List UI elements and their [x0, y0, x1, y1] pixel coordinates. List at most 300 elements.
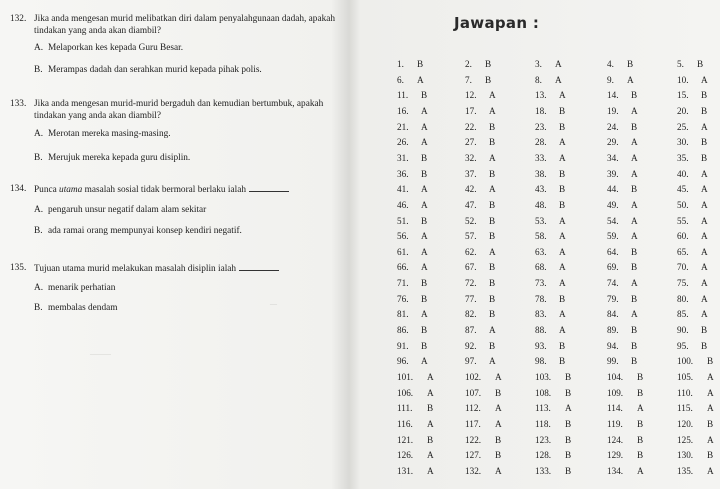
answer-key-entry	[535, 90, 566, 101]
answer-number: 68.	[535, 262, 547, 273]
answer-number: 96.	[397, 356, 409, 367]
answer-letter: A	[631, 168, 638, 179]
answer-number: 5.	[677, 59, 684, 69]
answer-key-entry	[607, 341, 637, 352]
answer-letter: B	[637, 418, 644, 429]
answer-key-entry	[607, 294, 637, 305]
answer-key-entry	[607, 309, 638, 320]
answer-number: 127.	[465, 450, 482, 461]
answer-number: 76.	[397, 293, 409, 304]
answer-key-entry	[535, 388, 571, 399]
answer-number: 113.	[535, 403, 551, 414]
answer-key-entry	[465, 356, 496, 367]
answer-letter: A	[427, 387, 434, 398]
answer-letter: A	[631, 215, 638, 226]
answer-letter: B	[559, 293, 566, 304]
answer-key-entry	[677, 106, 707, 117]
answer-key-entry	[535, 75, 562, 86]
answer-letter: A	[559, 231, 566, 242]
answer-key-entry	[397, 466, 434, 477]
answer-number: 51.	[397, 215, 409, 226]
answer-letter: A	[489, 90, 496, 101]
answer-number: 36.	[397, 168, 409, 179]
answer-number: 33.	[535, 152, 547, 163]
answer-number: 116.	[397, 418, 413, 429]
question-133	[10, 98, 340, 164]
answer-key-entry	[465, 75, 491, 86]
answer-key-entry	[465, 372, 502, 383]
answer-letter: B	[489, 262, 496, 273]
answer-key-entry	[677, 200, 708, 211]
answer-number: 91.	[397, 340, 409, 351]
answer-key-entry	[677, 262, 708, 273]
answer-letter: A	[495, 465, 502, 476]
answer-number: 27.	[465, 137, 477, 148]
answer-letter: A	[631, 152, 638, 163]
answer-key-entry	[535, 122, 565, 133]
answer-key-entry	[397, 403, 433, 414]
answer-letter: B	[559, 121, 566, 132]
answer-letter: A	[421, 121, 428, 132]
answer-key-entry	[607, 59, 633, 70]
answer-number: 10.	[677, 74, 689, 85]
answer-number: 42.	[465, 184, 477, 195]
questions-column	[0, 0, 350, 489]
answer-number: 65.	[677, 246, 689, 257]
answer-number: 30.	[677, 137, 689, 148]
answer-number: 41.	[397, 184, 409, 195]
answer-number: 104.	[607, 372, 624, 382]
answer-letter: A	[427, 450, 434, 461]
answer-key-entry	[607, 90, 637, 101]
answer-letter: B	[559, 184, 566, 195]
answer-number: 107.	[465, 387, 482, 398]
answer-key-entry	[397, 184, 428, 195]
question-134	[10, 183, 340, 237]
answer-number: 71.	[397, 278, 409, 289]
answer-number: 2.	[465, 59, 472, 69]
answer-key-entry	[465, 122, 495, 133]
question-132	[10, 13, 340, 76]
answer-key-entry	[535, 184, 565, 195]
answer-key-entry	[465, 309, 495, 320]
answer-letter: B	[631, 293, 638, 304]
answer-letter: A	[489, 246, 496, 257]
answer-number: 39.	[607, 168, 619, 179]
answer-key-entry	[465, 106, 496, 117]
answer-key-entry	[397, 262, 428, 273]
option-a	[34, 204, 340, 216]
answer-number: 110.	[677, 387, 693, 398]
answer-key-title: Jawapan :	[454, 14, 540, 32]
answer-key-entry	[397, 294, 427, 305]
answer-letter: A	[701, 121, 708, 132]
answer-number: 18.	[535, 105, 547, 116]
answer-number: 60.	[677, 231, 689, 242]
option-text: Merampas dadah dan serahkan murid kepada pihak polis.	[48, 65, 262, 75]
answer-key-entry	[465, 90, 496, 101]
answer-letter: B	[637, 434, 644, 445]
answer-number: 14.	[607, 90, 619, 101]
answer-number: 34.	[607, 152, 619, 163]
answer-key-entry	[677, 278, 708, 289]
option-a	[34, 282, 340, 294]
answer-letter: B	[495, 450, 502, 461]
answer-key-entry	[677, 325, 707, 336]
answer-number: 73.	[535, 278, 547, 289]
answer-number: 100.	[677, 356, 694, 367]
answer-letter: B	[707, 450, 714, 461]
answer-key-entry	[607, 216, 638, 227]
answer-letter: A	[421, 231, 428, 242]
answer-key-entry	[465, 184, 496, 195]
answer-letter: B	[421, 340, 428, 351]
answer-number: 9.	[607, 74, 614, 85]
answer-number: 114.	[607, 403, 623, 414]
option-text: membalas dendam	[48, 303, 118, 313]
answer-number: 131.	[397, 465, 414, 476]
question-text	[34, 262, 340, 275]
answer-letter: A	[559, 137, 566, 148]
answer-key-entry	[397, 75, 424, 86]
answer-number: 111.	[397, 403, 413, 414]
answer-key-entry	[465, 341, 495, 352]
answer-number: 135.	[677, 465, 694, 476]
option-letter: B.	[34, 65, 43, 75]
answer-number: 57.	[465, 231, 477, 242]
answer-letter: A	[421, 199, 428, 210]
answer-number: 84.	[607, 309, 619, 320]
answer-letter: B	[565, 418, 572, 429]
answer-key-entry	[535, 403, 572, 414]
answer-key-entry	[607, 419, 643, 430]
answer-number: 93.	[535, 340, 547, 351]
answer-letter: B	[421, 168, 428, 179]
answer-letter: A	[495, 403, 502, 414]
answer-key-entry	[535, 309, 566, 320]
answer-letter: A	[555, 59, 562, 69]
answer-key-entry	[607, 75, 634, 86]
question-text-emphasis: utama	[59, 185, 83, 195]
answer-number: 23.	[535, 121, 547, 132]
answer-number: 130.	[677, 450, 694, 461]
answer-letter: B	[701, 90, 708, 101]
answer-number: 72.	[465, 278, 477, 289]
option-b	[34, 302, 340, 314]
answer-letter: B	[631, 184, 638, 195]
answer-letter: A	[631, 137, 638, 148]
answer-key-entry	[677, 216, 708, 227]
answer-letter: A	[559, 152, 566, 163]
answer-key-entry	[535, 231, 566, 242]
answer-number: 44.	[607, 184, 619, 195]
answer-key-entry	[465, 59, 491, 70]
answer-letter: B	[559, 168, 566, 179]
answer-number: 15.	[677, 90, 689, 101]
answer-key-entry	[535, 137, 566, 148]
answer-key-entry	[397, 153, 427, 164]
answer-letter: B	[707, 418, 714, 429]
answer-letter: A	[701, 246, 708, 257]
answer-letter: B	[701, 325, 708, 336]
option-a	[34, 42, 340, 54]
answer-key-entry	[677, 184, 708, 195]
answer-number: 126.	[397, 450, 414, 461]
answer-number: 6.	[397, 74, 404, 85]
answer-letter: B	[489, 231, 496, 242]
answer-key-entry	[397, 356, 428, 367]
answer-key-entry	[607, 450, 643, 461]
answer-key-entry	[465, 231, 495, 242]
answer-number: 59.	[607, 231, 619, 242]
answer-letter: B	[631, 246, 638, 257]
answer-key-entry	[607, 184, 637, 195]
answer-letter: B	[559, 199, 566, 210]
answer-letter: A	[421, 246, 428, 257]
answer-key-entry	[677, 341, 707, 352]
question-text	[34, 183, 340, 196]
answer-key-entry	[465, 137, 495, 148]
question-135	[10, 262, 340, 314]
answer-number: 128.	[535, 450, 552, 461]
answer-letter: A	[421, 262, 428, 273]
question-number: 134.	[10, 184, 27, 194]
answer-number: 124.	[607, 434, 624, 445]
answer-letter: B	[637, 387, 644, 398]
answer-key-grid	[370, 0, 720, 489]
answer-key-entry	[607, 231, 638, 242]
answer-letter: B	[565, 465, 572, 476]
answer-number: 58.	[535, 231, 547, 242]
option-letter: A.	[34, 205, 44, 215]
answer-key-entry	[397, 216, 427, 227]
answer-key-entry	[535, 59, 562, 70]
answer-letter: B	[421, 215, 428, 226]
answer-letter: B	[559, 340, 566, 351]
option-letter: B.	[34, 303, 43, 313]
answer-key-entry	[677, 466, 714, 477]
answer-key-entry	[397, 341, 427, 352]
answer-letter: A	[421, 184, 428, 195]
answer-letter: B	[489, 309, 496, 320]
answer-number: 24.	[607, 121, 619, 132]
answer-letter: A	[559, 278, 566, 289]
answer-number: 83.	[535, 309, 547, 320]
answer-key-entry	[677, 153, 707, 164]
answer-letter: A	[427, 418, 434, 429]
answer-letter: B	[697, 59, 704, 69]
answer-number: 55.	[677, 215, 689, 226]
answer-letter: B	[631, 262, 638, 273]
answer-letter: B	[489, 168, 496, 179]
option-letter: B.	[34, 153, 43, 163]
answer-number: 26.	[397, 137, 409, 148]
answer-key-entry	[397, 59, 423, 70]
answer-letter: B	[421, 293, 428, 304]
answer-key-entry	[535, 278, 566, 289]
answer-key-entry	[607, 466, 644, 477]
answer-letter: A	[421, 309, 428, 320]
answer-key-entry	[607, 137, 638, 148]
answer-key-column	[370, 0, 720, 489]
answer-number: 123.	[535, 434, 552, 445]
answer-letter: B	[637, 450, 644, 461]
answer-number: 21.	[397, 121, 409, 132]
answer-key-entry	[465, 466, 502, 477]
answer-key-entry	[607, 153, 638, 164]
answer-key-entry	[535, 200, 565, 211]
answer-letter: B	[427, 403, 434, 414]
question-text-part: Tujuan utama murid melakukan masalah disiplin ialah	[34, 264, 237, 274]
answer-letter: A	[495, 372, 502, 382]
answer-key-entry	[677, 59, 703, 70]
answer-key-entry	[465, 294, 495, 305]
answer-number: 35.	[677, 152, 689, 163]
question-text: Jika anda mengesan murid-murid bergaduh dan kemudian bertumbuk, apakah tindakan yang anda akan diambil?	[34, 99, 324, 121]
answer-letter: B	[565, 450, 572, 461]
answer-letter: A	[707, 372, 714, 382]
answer-letter: B	[489, 215, 496, 226]
answer-key-entry	[535, 356, 565, 367]
bleed-through-mark: —	[270, 300, 277, 308]
answer-key-entry	[677, 450, 713, 461]
answer-number: 25.	[677, 121, 689, 132]
option-text: Merujuk mereka kepada guru disiplin.	[48, 153, 191, 163]
answer-letter: A	[489, 325, 496, 336]
answer-letter: A	[559, 262, 566, 273]
answer-letter: A	[701, 309, 708, 320]
answer-number: 50.	[677, 199, 689, 210]
answer-letter: B	[495, 387, 502, 398]
answer-key-entry	[535, 106, 565, 117]
answer-letter: A	[565, 403, 572, 414]
answer-letter: A	[489, 152, 496, 163]
answer-letter: B	[421, 278, 428, 289]
answer-letter: A	[701, 262, 708, 273]
answer-number: 45.	[677, 184, 689, 195]
answer-number: 118.	[535, 418, 551, 429]
answer-key-entry	[397, 200, 428, 211]
answer-key-entry	[535, 435, 571, 446]
answer-number: 28.	[535, 137, 547, 148]
answer-letter: A	[489, 184, 496, 195]
answer-number: 109.	[607, 387, 624, 398]
question-number: 132.	[10, 14, 27, 24]
answer-blank	[239, 262, 279, 271]
answer-letter: A	[707, 403, 714, 414]
answer-number: 46.	[397, 199, 409, 210]
answer-number: 101.	[397, 372, 414, 382]
answer-number: 86.	[397, 325, 409, 336]
answer-key-entry	[397, 231, 428, 242]
answer-number: 69.	[607, 262, 619, 273]
answer-key-entry	[607, 372, 643, 383]
answer-number: 132.	[465, 465, 482, 476]
answer-number: 99.	[607, 356, 619, 367]
answer-number: 87.	[465, 325, 477, 336]
answer-letter: B	[631, 325, 638, 336]
answer-key-entry	[465, 435, 501, 446]
answer-number: 20.	[677, 105, 689, 116]
answer-number: 29.	[607, 137, 619, 148]
answer-letter: A	[701, 293, 708, 304]
answer-number: 48.	[535, 199, 547, 210]
answer-number: 63.	[535, 246, 547, 257]
answer-letter: A	[631, 105, 638, 116]
answer-key-entry	[535, 216, 566, 227]
answer-key-entry	[677, 356, 713, 367]
answer-letter: B	[631, 340, 638, 351]
answer-number: 74.	[607, 278, 619, 289]
answer-number: 4.	[607, 59, 614, 69]
answer-number: 115.	[677, 403, 693, 414]
answer-letter: A	[421, 105, 428, 116]
option-letter: A.	[34, 43, 44, 53]
answer-key-entry	[607, 169, 638, 180]
answer-letter: A	[631, 199, 638, 210]
answer-key-entry	[397, 450, 434, 461]
answer-letter: B	[485, 74, 492, 85]
answer-key-entry	[607, 435, 643, 446]
answer-number: 16.	[397, 105, 409, 116]
answer-number: 108.	[535, 387, 552, 398]
answer-number: 17.	[465, 105, 477, 116]
answer-key-entry	[465, 153, 496, 164]
option-letter: B.	[34, 226, 43, 236]
question-text-part: Punca	[34, 185, 60, 195]
answer-key-entry	[677, 90, 707, 101]
answer-letter: B	[707, 356, 714, 367]
answer-letter: A	[555, 74, 562, 85]
answer-number: 112.	[465, 403, 481, 414]
answer-letter: B	[421, 90, 428, 101]
answer-letter: B	[631, 90, 638, 101]
answer-letter: A	[421, 137, 428, 148]
answer-number: 47.	[465, 199, 477, 210]
option-b	[34, 64, 340, 76]
answer-number: 78.	[535, 293, 547, 304]
answer-number: 31.	[397, 152, 409, 163]
answer-key-entry	[677, 403, 714, 414]
answer-letter: A	[637, 403, 644, 414]
answer-letter: A	[701, 168, 708, 179]
answer-number: 7.	[465, 74, 472, 85]
option-text: ada ramai orang mempunyai konsep kendiri negatif.	[48, 226, 242, 236]
answer-number: 52.	[465, 215, 477, 226]
answer-letter: B	[489, 340, 496, 351]
answer-number: 22.	[465, 121, 477, 132]
answer-letter: A	[701, 278, 708, 289]
answer-key-entry	[397, 137, 428, 148]
answer-number: 75.	[677, 278, 689, 289]
answer-letter: B	[701, 340, 708, 351]
answer-letter: A	[559, 246, 566, 257]
answer-letter: B	[631, 356, 638, 367]
answer-number: 90.	[677, 325, 689, 336]
answer-letter: B	[427, 434, 434, 445]
answer-key-entry	[397, 419, 434, 430]
answer-number: 1.	[397, 59, 404, 69]
answer-letter: A	[559, 215, 566, 226]
answer-key-entry	[465, 450, 501, 461]
answer-blank	[249, 183, 289, 192]
option-text: Melaporkan kes kepada Guru Besar.	[48, 43, 184, 53]
answer-key-entry	[677, 294, 708, 305]
answer-letter: A	[627, 74, 634, 85]
answer-key-entry	[465, 325, 496, 336]
answer-letter: B	[637, 372, 644, 382]
answer-letter: A	[701, 215, 708, 226]
